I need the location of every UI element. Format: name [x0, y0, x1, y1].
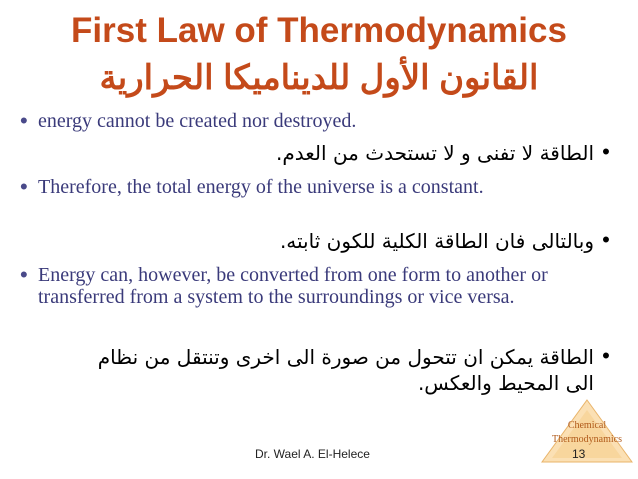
bullet-text-en-3: Energy can, however, be converted from one form to another or transferred from a system to the surroundings or vice versa.: [38, 264, 548, 308]
bullet-item-ar-3: [58, 344, 618, 396]
bullet-item-ar-2: [58, 228, 618, 254]
bullet-item-en-1: [20, 110, 600, 132]
footer-author: Dr. Wael A. El-Helece: [255, 447, 370, 461]
bullet-text-ar-3: الطاقة يمكن ان تتحول من صورة الى اخرى وتنتقل من نظام الى المحيط والعكس.: [97, 345, 594, 395]
bullet-dot: •: [20, 108, 28, 133]
bullet-text-en-1: energy cannot be created nor destroyed.: [38, 110, 357, 132]
bullet-dot: •: [20, 262, 28, 287]
bullet-item-en-3: [20, 264, 600, 308]
bullet-text-en-2: Therefore, the total energy of the universe is a constant.: [38, 176, 484, 198]
bullet-dot: •: [602, 343, 610, 368]
chemical-thermodynamics-logo: [538, 396, 636, 466]
logo-text-line1: Chemical: [567, 420, 607, 431]
slide-title-english: First Law of Thermodynamics: [71, 11, 567, 50]
bullet-text-ar-2: وبالتالى فان الطاقة الكلية للكون ثابته.: [279, 229, 594, 253]
slide-title-arabic: القانون الأول للديناميكا الحرارية: [99, 59, 539, 97]
bullet-dot: •: [20, 174, 28, 199]
bullet-text-ar-1: الطاقة لا تفنى و لا تستحدث من العدم.: [276, 141, 594, 165]
logo-text-line2: Thermodynamics: [552, 434, 622, 445]
bullet-dot: •: [602, 139, 610, 164]
bullet-item-ar-1: [58, 140, 618, 166]
bullet-dot: •: [602, 227, 610, 252]
bullet-item-en-2: [20, 176, 600, 198]
page-number: 13: [572, 447, 586, 461]
